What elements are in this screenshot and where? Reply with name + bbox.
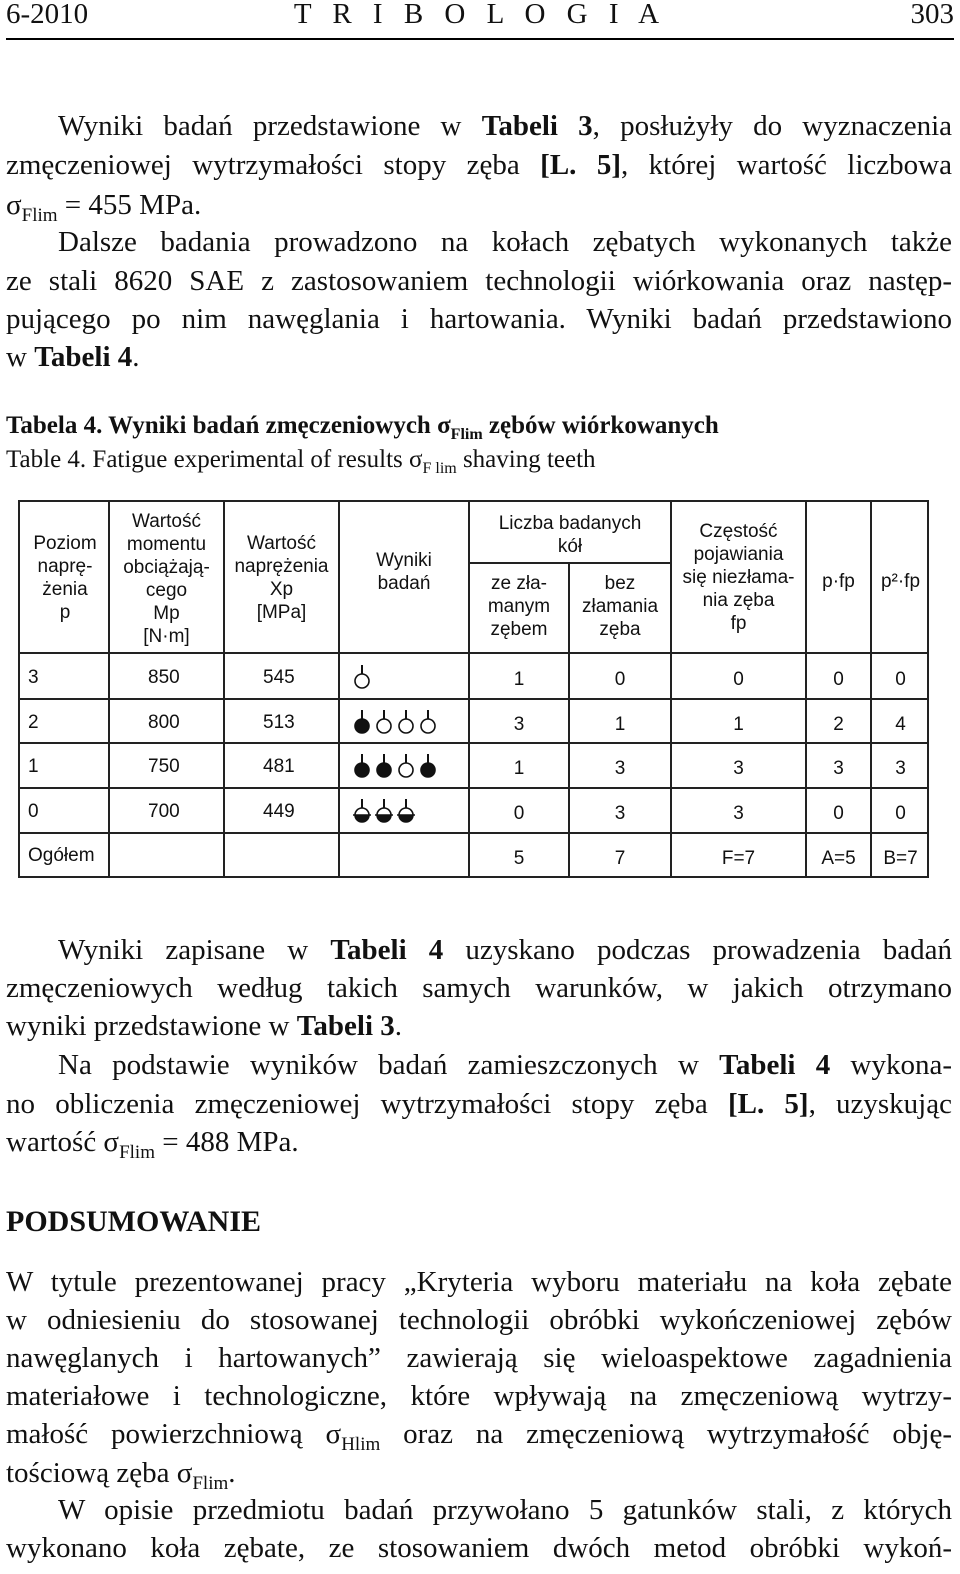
paragraph-5-line-2: w odniesieniu do stosowanej technologii obróbki wykończeniowej zębów — [6, 1304, 952, 1336]
literature-ref: [L. 5] — [540, 149, 621, 181]
paragraph-2-line-1: Dalsze badania prowadzono na kołach zębatych wykonanych także — [58, 226, 952, 258]
literature-ref: [L. 5] — [727, 1088, 809, 1120]
cell-broken: 1 — [513, 758, 525, 779]
result-filled-icon — [374, 753, 394, 779]
issue-number: 6-2010 — [6, 0, 89, 30]
cell-stress: 513 — [263, 712, 295, 733]
table-caption-english: Table 4. Fatigue experimental of results $\sigma_{F lim}$ shaving teeth — [6, 446, 596, 477]
total-label: Ogółem — [28, 845, 95, 866]
cell-pfp: 2 — [833, 714, 844, 735]
paragraph-6-line-1: W opisie przedmiotu badań przywołano 5 gatunków stali, z których — [58, 1494, 952, 1526]
paragraph-4-line-2: no obliczenia zmęczeniowej wytrzymałości stopy zęba [L. 5], uzyskując — [6, 1088, 952, 1120]
paragraph-3-line-1: Wyniki zapisane w Tabeli 4 uzyskano podczas prowadzenia badań — [58, 934, 952, 966]
paragraph-1-line-3: $\sigma_{Flim} = 455$ MPa. — [6, 189, 202, 226]
cell-p2fp: 4 — [895, 714, 906, 735]
table-caption-polish: Tabela 4. Wyniki badań zmęczeniowych $\sigma_{Flim}$ zębów wiórkowanych — [6, 412, 719, 443]
cell-moment: 850 — [148, 667, 180, 688]
paragraph-4-line-1: Na podstawie wyników badań zamieszczonych w Tabeli 4 wykona- — [58, 1049, 952, 1081]
paragraph-5-line-1: W tytule prezentowanej pracy „Kryteria wyboru materiału na koła zębate — [6, 1266, 952, 1298]
fatigue-results-table — [18, 500, 929, 878]
cell-p2fp: 0 — [895, 803, 906, 824]
paragraph-5-line-4: materiałowe i technologiczne, które wpływają na zmęczeniową wytrzy- — [6, 1380, 952, 1412]
cell-unbroken: 3 — [614, 758, 626, 779]
page-number: 303 — [910, 0, 954, 30]
header-p-fp: p·fp — [822, 571, 855, 592]
cell-pfp: 0 — [833, 803, 844, 824]
paragraph-1-line-2: zmęczeniowej wytrzymałości stopy zęba [L. 5], której wartość liczbowa — [6, 149, 952, 181]
cell-level: 2 — [28, 712, 39, 733]
table-ref: Tabeli 3 — [481, 110, 593, 142]
paragraph-1-line-1: Wyniki badań przedstawione w Tabeli 3, posłużyły do wyznaczenia — [58, 110, 952, 142]
result-open-icon — [396, 709, 416, 735]
cell-stress: 481 — [263, 756, 295, 777]
paragraph-5-line-3: nawęglanych i hartowanych” zawierają się wieloaspektowe zagadnienia — [6, 1342, 952, 1374]
header-unbroken: bez złamania zęba — [581, 573, 659, 640]
paragraph-5-line-5: małość powierzchniową $\sigma_{Hlim}$ oraz na zmęczeniową wytrzymałość obję- — [6, 1418, 952, 1455]
paragraph-5-line-6: tościową zęba $\sigma_{Flim}$. — [6, 1457, 236, 1494]
table-ref: Tabeli 4 — [34, 341, 133, 373]
paragraph-4-line-3: wartość $\sigma_{Flim} = 488$ MPa. — [6, 1126, 299, 1163]
cell-broken: 1 — [513, 669, 525, 690]
cell-level: 1 — [28, 756, 39, 777]
header-p2-fp: p²·fp — [880, 571, 921, 592]
paragraph-6-line-2: wykonano koła zębate, ze stosowaniem dwóch metod obróbki wykoń- — [6, 1532, 952, 1564]
cell-moment: 800 — [148, 712, 180, 733]
cell-fp: 3 — [733, 758, 744, 779]
header-moment: Wartość momentu obciążają- cego Mp [N·m] — [123, 511, 210, 647]
header-level: Poziom naprę- żenia p — [33, 533, 97, 623]
cell-level: 3 — [28, 667, 39, 688]
cell-unbroken: 0 — [614, 669, 626, 690]
table-ref: Tabeli 4 — [719, 1049, 831, 1081]
cell-moment: 750 — [148, 756, 180, 777]
cell-stress: 449 — [263, 801, 295, 822]
total-unbroken: 7 — [614, 848, 626, 869]
cell-unbroken: 3 — [614, 803, 626, 824]
result-half-icon — [352, 798, 372, 824]
paragraph-2-line-3: pującego po nim nawęglania i hartowania. Wyniki badań przedstawiono — [6, 303, 952, 335]
result-filled-icon — [352, 753, 372, 779]
paragraph-2-line-4: w Tabeli 4. — [6, 341, 140, 373]
total-p2fp: B=7 — [883, 848, 918, 869]
cell-broken: 3 — [513, 714, 525, 735]
cell-p2fp: 3 — [895, 758, 906, 779]
total-broken: 5 — [513, 848, 525, 869]
header-stress: Wartość naprężenia Xp [MPa] — [234, 533, 329, 623]
result-open-icon — [374, 709, 394, 735]
section-heading: PODSUMOWANIE — [6, 1205, 262, 1238]
cell-stress: 545 — [263, 667, 295, 688]
result-open-icon — [396, 753, 416, 779]
paragraph-3-line-2: zmęczeniowych według takich samych warunków, w jakich otrzymano — [6, 972, 952, 1004]
table-ref: Tabeli 4 — [330, 934, 444, 966]
cell-fp: 0 — [733, 669, 744, 690]
header-rule — [6, 38, 954, 40]
header-count-group: Liczba badanych kół — [498, 513, 642, 557]
cell-broken: 0 — [513, 803, 525, 824]
cell-pfp: 0 — [833, 669, 844, 690]
cell-pfp: 3 — [833, 758, 844, 779]
total-pfp: A=5 — [821, 848, 856, 869]
cell-p2fp: 0 — [895, 669, 906, 690]
header-frequency: Częstość pojawiania się niezłama- nia zęba fp — [682, 521, 795, 634]
result-open-icon — [352, 664, 372, 690]
cell-fp: 3 — [733, 803, 744, 824]
total-fp: F=7 — [721, 848, 756, 869]
result-open-icon — [418, 709, 438, 735]
cell-level: 0 — [28, 801, 39, 822]
result-half-icon — [374, 798, 394, 824]
result-half-icon — [396, 798, 416, 824]
header-results: Wyniki badań — [376, 550, 432, 594]
page-header — [6, 0, 954, 30]
paragraph-2-line-2: ze stali 8620 SAE z zastosowaniem technologii wiórkowania oraz następ- — [6, 265, 952, 297]
result-filled-icon — [418, 753, 438, 779]
cell-fp: 1 — [733, 714, 744, 735]
table-ref: Tabeli 3 — [296, 1010, 395, 1042]
journal-title: T R I B O L O G I A — [293, 0, 667, 30]
header-broken: ze zła- manym zębem — [487, 573, 551, 640]
cell-moment: 700 — [148, 801, 180, 822]
result-filled-icon — [352, 709, 372, 735]
paragraph-3-line-3: wyniki przedstawione w Tabeli 3. — [6, 1010, 403, 1042]
cell-unbroken: 1 — [614, 714, 626, 735]
